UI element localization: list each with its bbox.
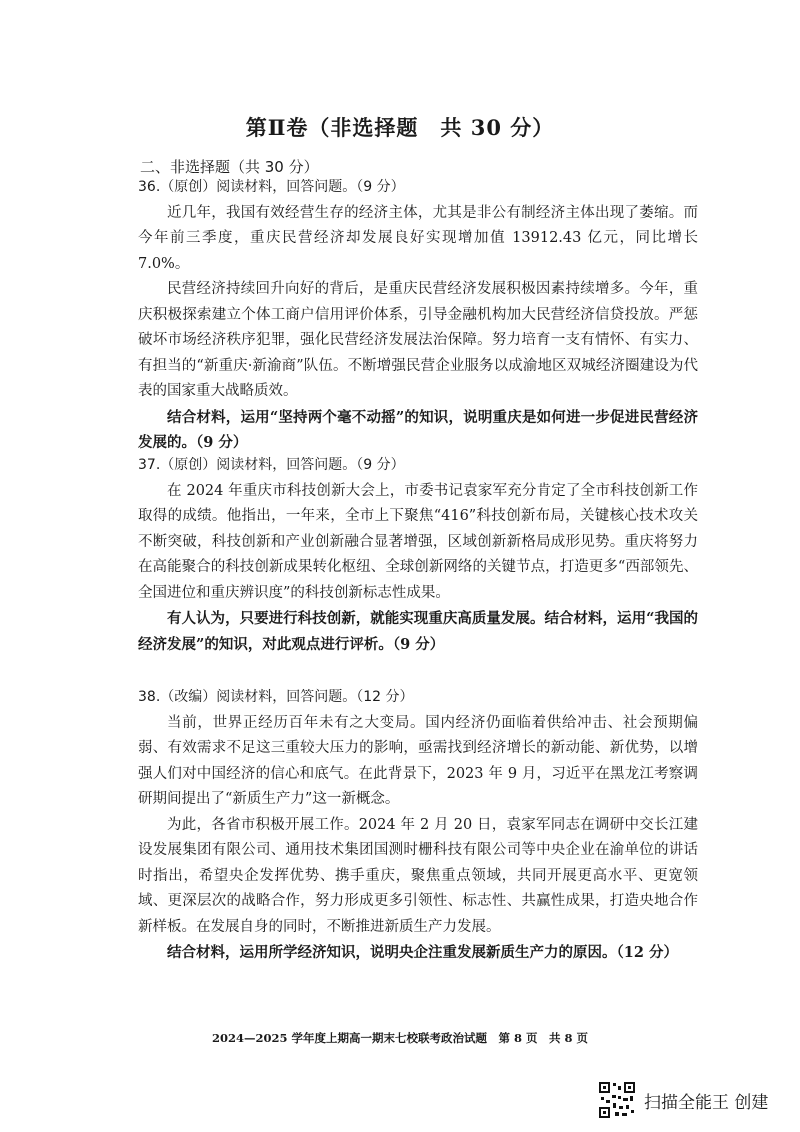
question-36-head: 36.（原创）阅读材料，回答问题。（9 分） <box>138 179 405 195</box>
page-footer: 2024—2025 学年度上期高一期末七校联考政治试题 第 8 页 共 8 页 <box>211 1031 589 1045</box>
scanner-watermark <box>598 1080 768 1120</box>
question-38-ask: 结合材料，运用所学经济知识，说明央企注重发展新质生产力的原因。（12 分） <box>167 944 678 961</box>
qr-code-icon <box>598 1081 636 1119</box>
question-36-ask: 结合材料，运用“坚持两个毫不动摇”的知识，说明重庆是如何进一步促进民营经济发展的。（9 分） <box>138 408 698 451</box>
question-36 <box>138 175 698 456</box>
question-36-paragraph-1: 近几年，我国有效经营生存的经济主体，尤其是非公有制经济主体出现了萎缩。而今年前三季度，重庆民营经济却发展良好实现增加值 13912.43 亿元，同比增长 7.0%。 <box>138 204 698 272</box>
question-38-paragraph-1: 当前，世界正经历百年未有之大变局。国内经济仍面临着供给冲击、社会预期偏弱、有效需求不足这三重较大压力的影响，亟需找到经济增长的新动能、新优势，以增强人们对中国经济的信心和底气。在此背景下，2023 年 9 月，习近平在黑龙江考察调研期间提出了“新质生产力”这一新概念。 <box>138 714 698 807</box>
question-38-head: 38.（改编）阅读材料，回答问题。（12 分） <box>138 689 414 705</box>
part-title: 第Ⅱ卷（非选择题 共 30 分） <box>245 115 555 140</box>
question-38 <box>138 685 698 966</box>
question-37-paragraph-1: 在 2024 年重庆市科技创新大会上，市委书记袁家军充分肯定了全市科技创新工作取得的成绩。他指出，一年来，全市上下聚焦“416”科技创新布局，关键核心技术攻关不断突破，科技创新和产业创新融合显著增强，区域创新新格局成形见势。重庆将努力在高能聚合的科技创新成果转化枢纽、全球创新网络的关键节点，打造更多“西部领先、全国进位和重庆辨识度”的科技创新标志性成果。 <box>138 482 698 601</box>
question-37 <box>138 453 698 657</box>
question-37-ask: 有人认为，只要进行科技创新，就能实现重庆高质量发展。结合材料，运用“我国的经济发展”的知识，对此观点进行评析。（9 分） <box>138 610 698 653</box>
question-37-head: 37.（原创）阅读材料，回答问题。（9 分） <box>138 457 405 473</box>
section-heading: 二、非选择题（共 30 分） <box>140 158 319 176</box>
scanner-app-label: 扫描全能王 创建 <box>644 1092 769 1113</box>
question-38-paragraph-2: 为此，各省市积极开展工作。2024 年 2 月 20 日，袁家军同志在调研中交长江建设发展集团有限公司、通用技术集团国测时栅科技有限公司等中央企业在渝单位的讲话时指出，希望央企发挥优势、携手重庆，聚焦重点领域，共同开展更高水平、更宽领域、更深层次的战略合作，努力形成更多引领性、标志性、共赢性成果，打造央地合作新样板。在发展自身的同时，不断推进新质生产力发展。 <box>138 816 698 935</box>
question-36-paragraph-2: 民营经济持续回升向好的背后，是重庆民营经济发展积极因素持续增多。今年，重庆积极探索建立个体工商户信用评价体系，引导金融机构加大民营经济信贷投放。严惩破坏市场经济秩序犯罪，强化民营经济发展法治保障。努力培育一支有情怀、有实力、有担当的“新重庆·新渝商”队伍。不断增强民营企业服务以成渝地区双城经济圈建设为代表的国家重大战略质效。 <box>138 281 698 399</box>
